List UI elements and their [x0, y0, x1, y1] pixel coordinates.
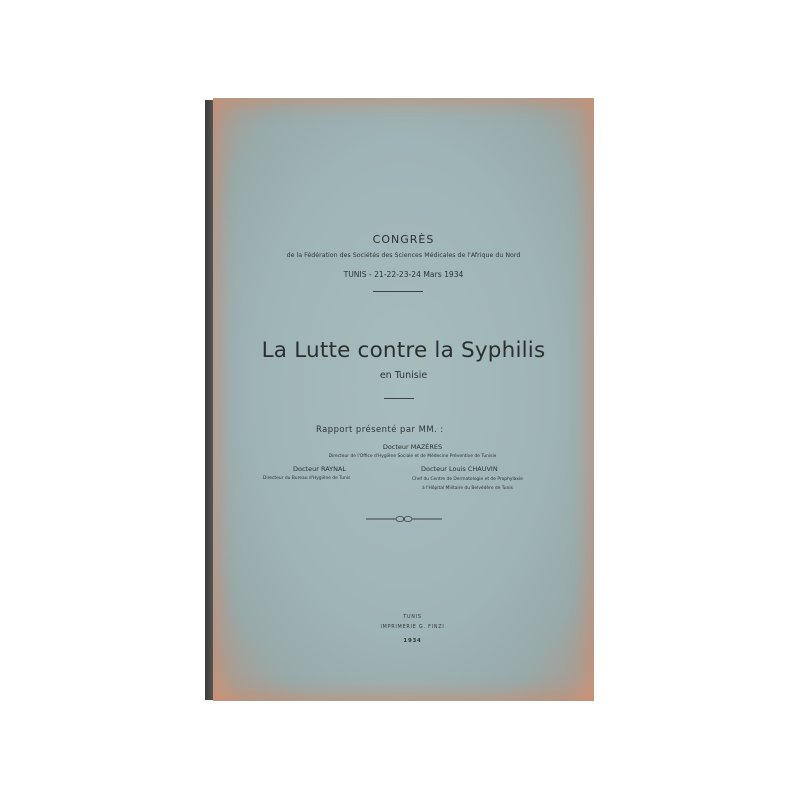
divider-rule [384, 398, 414, 399]
federation-line: de la Fédération des Sociétés des Sciences Médicales de l'Afrique du Nord [286, 252, 521, 259]
report-subtitle: en Tunisie [379, 370, 428, 381]
author-role-chauvin [412, 476, 523, 493]
author-name-mazeres: Docteur MAZÈRES [382, 443, 443, 451]
ornament-divider-icon [366, 514, 442, 524]
author-role-raynal: Directeur du Bureau d'Hygiène de Tunis [263, 476, 351, 481]
presented-by-line: Rapport présenté par MM. : [316, 424, 444, 434]
divider-rule [373, 291, 423, 292]
congress-dates: TUNIS - 21-22-23-24 Mars 1934 [343, 270, 464, 279]
congress-header: CONGRÈS [372, 233, 435, 246]
author-name-raynal: Docteur RAYNAL [293, 465, 347, 473]
booklet-cover [213, 98, 594, 701]
imprint-city: TUNIS [403, 615, 422, 620]
author-role-mazeres: Directeur de l'Office d'Hygiène Sociale et de Médecine Préventive de Tunisie [328, 454, 497, 459]
imprint-printer: IMPRIMERIE G. FINZI [380, 625, 445, 630]
report-title: La Lutte contre la Syphilis [261, 338, 546, 363]
imprint-year: 1934 [403, 638, 422, 644]
author-role-chauvin-line-1: Chef du Centre de Dermatologie et de Prophylaxie [412, 477, 523, 482]
author-role-chauvin-line-2: à l'Hôpital Militaire du Belvédère de Tunis [422, 485, 513, 491]
author-name-chauvin: Docteur Louis CHAUVIN [421, 465, 498, 473]
